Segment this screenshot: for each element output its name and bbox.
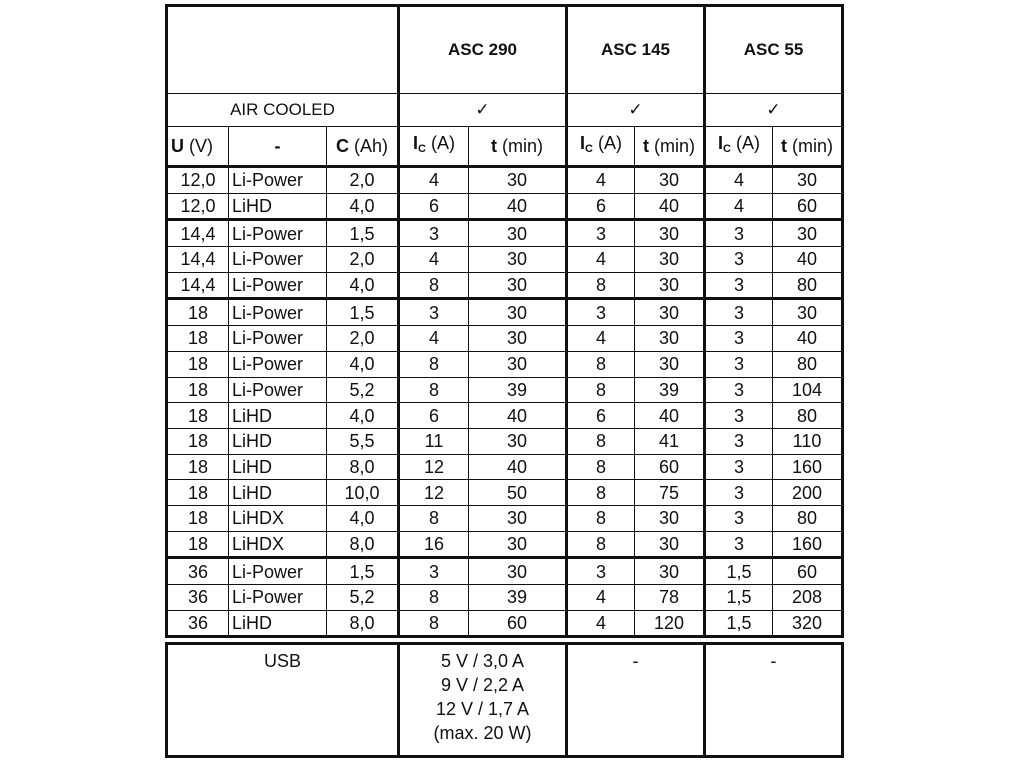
cell-asc290-time: 30 xyxy=(469,167,567,194)
cell-asc55-current: 3 xyxy=(705,480,773,506)
cell-voltage: 12,0 xyxy=(167,193,229,220)
table-row xyxy=(167,428,843,454)
model-asc290: ASC 290 xyxy=(399,6,567,94)
air-cooled-row xyxy=(167,94,843,127)
cell-asc55-time: 60 xyxy=(773,558,843,585)
cell-voltage: 12,0 xyxy=(167,167,229,194)
cell-type: Li-Power xyxy=(229,220,327,247)
data-rows xyxy=(167,167,843,637)
cell-asc145-time: 30 xyxy=(635,272,705,299)
cell-asc55-current: 3 xyxy=(705,505,773,531)
col-voltage: U (V) xyxy=(167,127,229,167)
cell-asc145-current: 3 xyxy=(567,220,635,247)
cell-asc55-current: 3 xyxy=(705,454,773,480)
cell-asc290-time: 30 xyxy=(469,351,567,377)
cell-asc290-current: 12 xyxy=(399,480,469,506)
cell-voltage: 18 xyxy=(167,505,229,531)
cell-asc145-time: 41 xyxy=(635,428,705,454)
cell-capacity: 8,0 xyxy=(327,454,399,480)
cell-voltage: 36 xyxy=(167,585,229,611)
cell-asc290-current: 8 xyxy=(399,585,469,611)
cell-capacity: 4,0 xyxy=(327,193,399,220)
cell-asc55-time: 320 xyxy=(773,610,843,637)
cell-type: LiHD xyxy=(229,403,327,429)
cell-asc290-time: 60 xyxy=(469,610,567,637)
cell-asc145-current: 3 xyxy=(567,558,635,585)
model-header-row xyxy=(167,6,843,94)
check-icon: ✓ xyxy=(705,94,843,127)
cell-asc145-time: 78 xyxy=(635,585,705,611)
col-time: t (min) xyxy=(773,127,843,167)
air-cooled-label: AIR COOLED xyxy=(167,94,399,127)
usb-spec-line: 5 V / 3,0 A xyxy=(440,651,525,671)
cell-capacity: 4,0 xyxy=(327,351,399,377)
cell-voltage: 18 xyxy=(167,351,229,377)
cell-type: LiHD xyxy=(229,454,327,480)
cell-asc290-current: 4 xyxy=(399,247,469,273)
model-asc55: ASC 55 xyxy=(705,6,843,94)
cell-asc145-current: 8 xyxy=(567,428,635,454)
col-capacity: C (Ah) xyxy=(327,127,399,167)
cell-type: LiHD xyxy=(229,610,327,637)
cell-asc145-time: 30 xyxy=(635,167,705,194)
cell-asc145-time: 30 xyxy=(635,505,705,531)
cell-asc290-time: 30 xyxy=(469,272,567,299)
cell-type: Li-Power xyxy=(229,326,327,352)
table-row xyxy=(167,220,843,247)
cell-capacity: 4,0 xyxy=(327,505,399,531)
cell-asc290-current: 8 xyxy=(399,505,469,531)
usb-spec-line: 12 V / 1,7 A xyxy=(435,699,530,719)
cell-asc55-time: 30 xyxy=(773,220,843,247)
cell-asc145-current: 4 xyxy=(567,247,635,273)
cell-asc290-current: 8 xyxy=(399,377,469,403)
charging-table-container xyxy=(165,4,841,638)
cell-asc290-current: 8 xyxy=(399,272,469,299)
cell-asc55-time: 60 xyxy=(773,193,843,220)
table-row xyxy=(167,299,843,326)
cell-voltage: 14,4 xyxy=(167,247,229,273)
cell-asc290-time: 30 xyxy=(469,247,567,273)
cell-asc55-time: 80 xyxy=(773,403,843,429)
cell-asc290-current: 16 xyxy=(399,531,469,558)
cell-asc145-time: 30 xyxy=(635,531,705,558)
cell-asc55-time: 110 xyxy=(773,428,843,454)
cell-asc55-time: 30 xyxy=(773,167,843,194)
cell-asc55-time: 80 xyxy=(773,272,843,299)
cell-asc55-current: 3 xyxy=(705,377,773,403)
cell-type: Li-Power xyxy=(229,377,327,403)
cell-type: LiHD xyxy=(229,193,327,220)
cell-asc145-time: 40 xyxy=(635,193,705,220)
cell-type: LiHD xyxy=(229,428,327,454)
cell-capacity: 1,5 xyxy=(327,558,399,585)
cell-asc145-time: 40 xyxy=(635,403,705,429)
cell-capacity: 2,0 xyxy=(327,247,399,273)
cell-voltage: 18 xyxy=(167,377,229,403)
check-icon: ✓ xyxy=(567,94,705,127)
table-row xyxy=(167,505,843,531)
cell-capacity: 5,2 xyxy=(327,585,399,611)
cell-capacity: 2,0 xyxy=(327,167,399,194)
cell-asc290-time: 30 xyxy=(469,220,567,247)
cell-asc145-current: 8 xyxy=(567,480,635,506)
cell-asc290-current: 8 xyxy=(399,351,469,377)
cell-voltage: 18 xyxy=(167,326,229,352)
cell-asc145-time: 30 xyxy=(635,299,705,326)
cell-asc290-time: 50 xyxy=(469,480,567,506)
cell-asc290-current: 11 xyxy=(399,428,469,454)
check-icon: ✓ xyxy=(399,94,567,127)
cell-asc290-time: 40 xyxy=(469,403,567,429)
cell-asc55-time: 200 xyxy=(773,480,843,506)
cell-asc55-current: 3 xyxy=(705,428,773,454)
cell-asc290-current: 4 xyxy=(399,167,469,194)
cell-type: LiHD xyxy=(229,480,327,506)
cell-voltage: 18 xyxy=(167,403,229,429)
cell-asc290-current: 3 xyxy=(399,558,469,585)
col-ic: $I_C$ (A) xyxy=(399,127,469,167)
cell-capacity: 4,0 xyxy=(327,272,399,299)
cell-asc290-time: 30 xyxy=(469,558,567,585)
cell-asc145-time: 30 xyxy=(635,558,705,585)
usb-asc55: - xyxy=(705,644,843,757)
cell-asc290-current: 6 xyxy=(399,193,469,220)
model-asc145: ASC 145 xyxy=(567,6,705,94)
cell-voltage: 14,4 xyxy=(167,220,229,247)
cell-asc55-current: 3 xyxy=(705,326,773,352)
col-time: t (min) xyxy=(635,127,705,167)
col-time: t (min) xyxy=(469,127,567,167)
table-row xyxy=(167,247,843,273)
cell-voltage: 18 xyxy=(167,531,229,558)
cell-asc145-current: 4 xyxy=(567,610,635,637)
cell-asc55-time: 104 xyxy=(773,377,843,403)
usb-table-container xyxy=(165,642,841,758)
cell-asc290-time: 30 xyxy=(469,505,567,531)
cell-asc145-current: 4 xyxy=(567,326,635,352)
cell-asc55-time: 80 xyxy=(773,505,843,531)
cell-asc55-current: 3 xyxy=(705,220,773,247)
cell-asc145-time: 39 xyxy=(635,377,705,403)
col-ic: $I_C$ (A) xyxy=(567,127,635,167)
cell-asc55-time: 208 xyxy=(773,585,843,611)
cell-voltage: 18 xyxy=(167,480,229,506)
usb-asc145: - xyxy=(567,644,705,757)
col-ic: $I_C$ (A) xyxy=(705,127,773,167)
usb-table xyxy=(165,642,844,758)
cell-type: Li-Power xyxy=(229,299,327,326)
charging-table xyxy=(165,4,844,638)
cell-type: Li-Power xyxy=(229,247,327,273)
cell-asc145-current: 8 xyxy=(567,272,635,299)
cell-asc55-current: 3 xyxy=(705,272,773,299)
cell-capacity: 10,0 xyxy=(327,480,399,506)
cell-asc290-time: 30 xyxy=(469,531,567,558)
cell-asc145-current: 8 xyxy=(567,454,635,480)
table-row xyxy=(167,193,843,220)
cell-asc145-current: 8 xyxy=(567,531,635,558)
table-row xyxy=(167,377,843,403)
cell-voltage: 18 xyxy=(167,428,229,454)
table-row xyxy=(167,167,843,194)
cell-asc290-time: 30 xyxy=(469,428,567,454)
cell-asc55-current: 4 xyxy=(705,193,773,220)
cell-asc145-current: 3 xyxy=(567,299,635,326)
cell-asc145-time: 30 xyxy=(635,247,705,273)
cell-asc145-current: 6 xyxy=(567,403,635,429)
cell-asc145-time: 30 xyxy=(635,326,705,352)
cell-asc145-current: 8 xyxy=(567,377,635,403)
cell-asc290-time: 30 xyxy=(469,326,567,352)
cell-asc145-current: 8 xyxy=(567,351,635,377)
usb-spec-line: (max. 20 W) xyxy=(433,723,532,743)
table-row xyxy=(167,326,843,352)
cell-type: Li-Power xyxy=(229,167,327,194)
cell-asc290-current: 3 xyxy=(399,299,469,326)
usb-row xyxy=(167,644,843,757)
cell-type: LiHDX xyxy=(229,531,327,558)
cell-type: Li-Power xyxy=(229,585,327,611)
cell-capacity: 1,5 xyxy=(327,220,399,247)
table-row xyxy=(167,480,843,506)
cell-type: Li-Power xyxy=(229,558,327,585)
cell-asc55-time: 160 xyxy=(773,454,843,480)
cell-type: Li-Power xyxy=(229,351,327,377)
cell-capacity: 8,0 xyxy=(327,610,399,637)
cell-asc55-current: 3 xyxy=(705,247,773,273)
header-empty-cell xyxy=(167,6,399,94)
cell-asc290-current: 3 xyxy=(399,220,469,247)
cell-voltage: 14,4 xyxy=(167,272,229,299)
cell-asc55-current: 3 xyxy=(705,299,773,326)
cell-asc145-time: 30 xyxy=(635,220,705,247)
cell-asc290-time: 40 xyxy=(469,454,567,480)
column-header-row xyxy=(167,127,843,167)
col-type: - xyxy=(229,127,327,167)
cell-asc145-time: 75 xyxy=(635,480,705,506)
cell-asc55-time: 80 xyxy=(773,351,843,377)
cell-asc55-time: 160 xyxy=(773,531,843,558)
cell-asc290-time: 30 xyxy=(469,299,567,326)
cell-asc55-current: 3 xyxy=(705,351,773,377)
cell-asc55-current: 1,5 xyxy=(705,558,773,585)
cell-capacity: 8,0 xyxy=(327,531,399,558)
cell-voltage: 18 xyxy=(167,299,229,326)
table-row xyxy=(167,610,843,637)
table-row xyxy=(167,558,843,585)
cell-asc55-time: 40 xyxy=(773,326,843,352)
cell-asc290-time: 39 xyxy=(469,377,567,403)
usb-label: USB xyxy=(167,644,399,757)
usb-asc290 xyxy=(399,644,567,757)
cell-asc55-current: 1,5 xyxy=(705,585,773,611)
cell-asc145-current: 6 xyxy=(567,193,635,220)
usb-spec-line: 9 V / 2,2 A xyxy=(440,675,525,695)
cell-asc55-time: 40 xyxy=(773,247,843,273)
cell-asc145-current: 8 xyxy=(567,505,635,531)
cell-capacity: 1,5 xyxy=(327,299,399,326)
cell-asc55-time: 30 xyxy=(773,299,843,326)
cell-voltage: 18 xyxy=(167,454,229,480)
cell-asc290-current: 12 xyxy=(399,454,469,480)
cell-asc55-current: 3 xyxy=(705,531,773,558)
cell-asc55-current: 4 xyxy=(705,167,773,194)
cell-capacity: 2,0 xyxy=(327,326,399,352)
cell-capacity: 4,0 xyxy=(327,403,399,429)
cell-voltage: 36 xyxy=(167,558,229,585)
table-row xyxy=(167,272,843,299)
cell-asc145-time: 30 xyxy=(635,351,705,377)
cell-asc290-current: 8 xyxy=(399,610,469,637)
cell-asc145-time: 120 xyxy=(635,610,705,637)
cell-type: LiHDX xyxy=(229,505,327,531)
cell-asc290-time: 40 xyxy=(469,193,567,220)
cell-asc145-current: 4 xyxy=(567,167,635,194)
table-row xyxy=(167,403,843,429)
cell-asc145-time: 60 xyxy=(635,454,705,480)
cell-asc55-current: 1,5 xyxy=(705,610,773,637)
cell-type: Li-Power xyxy=(229,272,327,299)
table-row xyxy=(167,585,843,611)
cell-voltage: 36 xyxy=(167,610,229,637)
table-row xyxy=(167,454,843,480)
table-row xyxy=(167,351,843,377)
cell-capacity: 5,5 xyxy=(327,428,399,454)
cell-asc145-current: 4 xyxy=(567,585,635,611)
cell-asc55-current: 3 xyxy=(705,403,773,429)
cell-capacity: 5,2 xyxy=(327,377,399,403)
table-row xyxy=(167,531,843,558)
cell-asc290-time: 39 xyxy=(469,585,567,611)
cell-asc290-current: 4 xyxy=(399,326,469,352)
cell-asc290-current: 6 xyxy=(399,403,469,429)
